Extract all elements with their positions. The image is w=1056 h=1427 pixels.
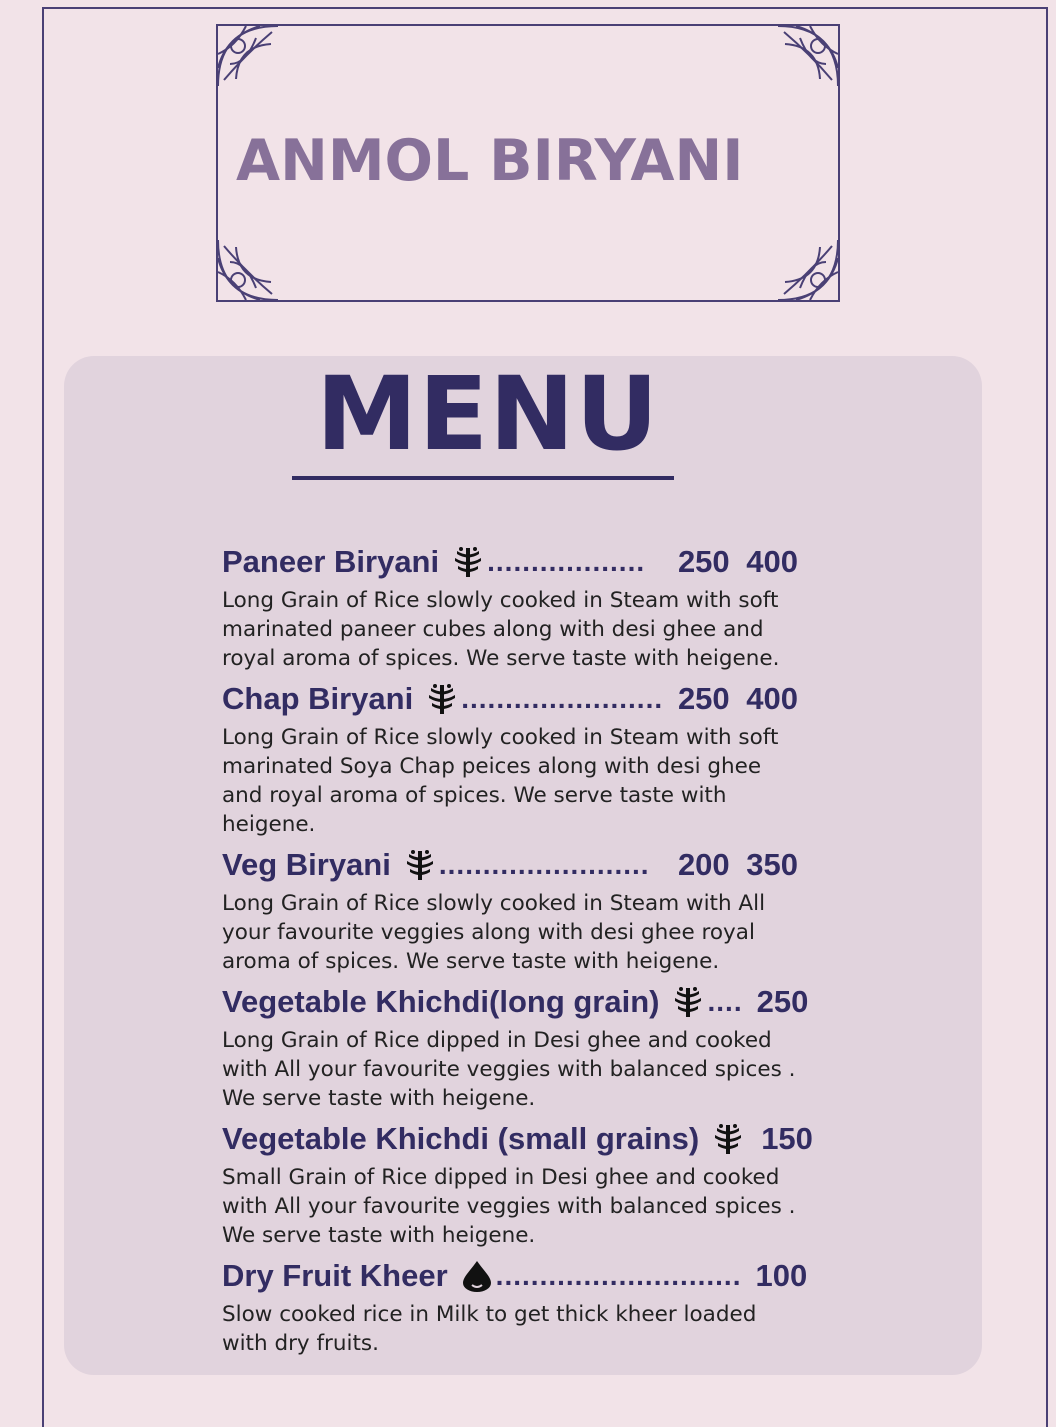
menu-item-2 [222,843,798,976]
menu-list [222,540,813,1362]
menu-item-name: Chap Biryani [222,681,414,716]
menu-heading: MENU [316,355,660,474]
menu-item-header [222,1254,808,1298]
menu-item-description: Small Grain of Rice dipped in Desi ghee and cooked with All your favourite veggies with balanced spices . We serve taste with heigene. [222,1165,796,1248]
menu-heading-underline [292,476,674,480]
tree-icon [671,985,705,1019]
menu-item-leader-dots: ........................ [438,849,650,880]
tree-icon [425,682,459,716]
menu-item-name: Vegetable Khichdi(long grain) [222,984,660,1019]
menu-item-name: Vegetable Khichdi (small grains) [222,1121,700,1156]
menu-item-leader-dots: .... [707,986,743,1017]
drop-icon [460,1259,494,1293]
menu-item-description: Long Grain of Rice slowly cooked in Steam with All your favourite veggies along with desi ghee royal aroma of spices. We serve taste with heigene. [222,891,766,974]
menu-item-4 [222,1117,813,1250]
restaurant-name: ANMOL BIRYANI [236,128,744,194]
menu-item-leader-dots: ....................... [461,683,664,714]
menu-item-price: 150 [761,1121,813,1156]
menu-item-price: 250 400 [677,544,798,579]
menu-item-header [222,980,809,1024]
menu-item-header [222,677,798,721]
menu-item-description: Long Grain of Rice dipped in Desi ghee and cooked with All your favourite veggies with balanced spices . We serve taste with heigene. [222,1028,796,1111]
menu-item-leader-dots: .................. [487,546,646,577]
menu-item-name: Paneer Biryani [222,544,440,579]
menu-item-price: 250 400 [677,681,798,716]
menu-item-description: Long Grain of Rice slowly cooked in Steam with soft marinated paneer cubes along with desi ghee and royal aroma of spices. We serve taste with heigene. [222,588,780,671]
menu-item-price: 250 [756,984,809,1019]
menu-item-name: Dry Fruit Kheer [222,1258,448,1293]
tree-icon [711,1122,745,1156]
menu-item-price: 100 [755,1258,808,1293]
menu-item-header [222,540,798,584]
menu-item-3 [222,980,809,1113]
menu-item-0 [222,540,798,673]
menu-item-leader-dots: ............................ [495,1260,742,1291]
tree-icon [451,545,485,579]
menu-item-price: 200 350 [677,847,798,882]
menu-item-header [222,1117,813,1161]
menu-item-header [222,843,798,887]
menu-item-5 [222,1254,808,1358]
menu-item-description: Slow cooked rice in Milk to get thick kheer loaded with dry fruits. [222,1302,757,1356]
menu-item-1 [222,677,798,839]
tree-icon [403,848,437,882]
menu-item-name: Veg Biryani [222,847,391,882]
menu-item-description: Long Grain of Rice slowly cooked in Steam with soft marinated Soya Chap peices along with desi ghee and royal aroma of spices. We serve taste with heigene. [222,725,779,837]
